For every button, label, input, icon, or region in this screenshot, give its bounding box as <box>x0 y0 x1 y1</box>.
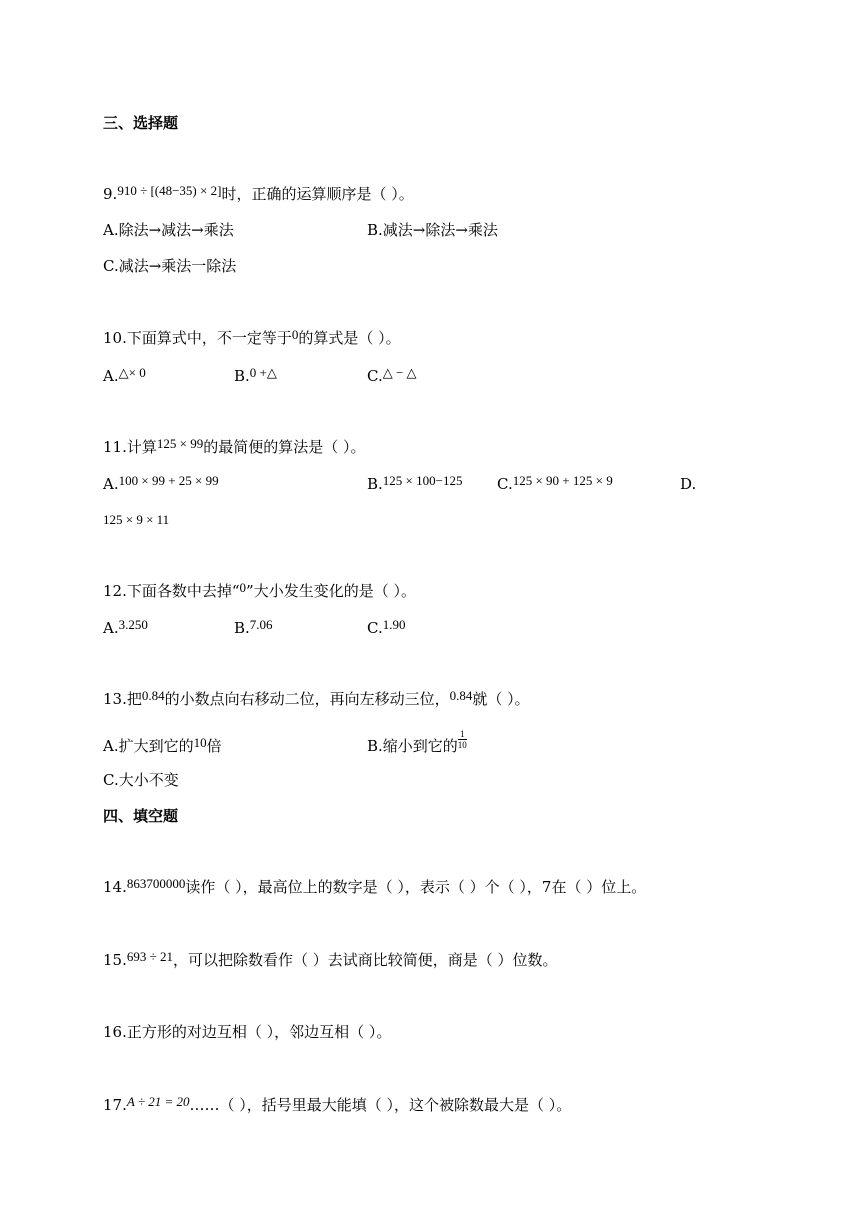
q10-option-b-label: B. <box>234 367 250 385</box>
q10-option-c-expr: △ − △ <box>382 365 417 380</box>
q9-text: 时，正确的运算顺序是（ ）。 <box>221 185 414 203</box>
q10-text-1: 下面算式中，不一定等于 <box>126 329 292 347</box>
q12-text-2: ”大小发生变化的是（ ）。 <box>246 582 416 600</box>
q11-option-d-expr[interactable] <box>103 509 169 530</box>
q11-option-a[interactable] <box>103 474 219 495</box>
question-11 <box>103 437 366 458</box>
q15-text: ，可以把除数看作（ ）去试商比较简便，商是（ ）位数。 <box>173 951 558 969</box>
q17-text: ……（ ），括号里最大能填（ ），这个被除数最大是（ ）。 <box>189 1096 572 1114</box>
q10-text-2: 的算式是（ ）。 <box>298 329 401 347</box>
q11-option-d-label[interactable]: D. <box>680 475 697 493</box>
q12-option-c[interactable] <box>367 618 405 639</box>
q13-option-b-text: B.缩小到它的 <box>367 737 458 755</box>
q11-expression: 125 × 99 <box>156 436 204 451</box>
q10-zero: 0 <box>291 327 299 342</box>
q11-option-c-label: C. <box>497 475 513 493</box>
q14-number: 14. <box>103 878 127 896</box>
q12-option-b-expr: 7.06 <box>249 617 273 632</box>
question-12 <box>103 581 416 602</box>
q13-number: 13. <box>103 690 127 708</box>
q10-option-b[interactable] <box>234 366 277 387</box>
q10-option-c-label: C. <box>367 367 383 385</box>
q16-number: 16. <box>103 1023 127 1041</box>
q9-option-a[interactable]: A.除法→减法→乘法 <box>103 221 234 239</box>
q9-option-c[interactable]: C.减法→乘法一除法 <box>103 257 237 275</box>
q12-text-1: 下面各数中去掉“ <box>126 582 240 600</box>
q10-option-a[interactable] <box>103 366 146 387</box>
q9-option-b[interactable]: B.减法→除法→乘法 <box>367 221 498 239</box>
q11-option-b[interactable] <box>367 474 462 495</box>
q13-option-a[interactable] <box>103 736 222 757</box>
q11-number: 11. <box>103 438 127 456</box>
q13-option-a-text-2: 倍 <box>206 737 222 755</box>
question-9 <box>103 184 414 205</box>
q13-text-1: 把 <box>126 690 142 708</box>
question-10 <box>103 328 401 349</box>
q11-option-d-expr-text: 125 × 9 × 11 <box>103 512 170 527</box>
q13-option-b-fraction <box>458 729 467 750</box>
section-4-title: 四、填空题 <box>103 807 179 825</box>
q12-option-a-label: A. <box>103 619 119 637</box>
q15-number: 15. <box>103 951 127 969</box>
q9-number: 9. <box>103 185 118 203</box>
q11-option-b-expr: 125 × 100−125 <box>382 473 463 488</box>
question-13 <box>103 689 530 710</box>
q12-option-c-label: C. <box>367 619 383 637</box>
q12-number: 12. <box>103 582 127 600</box>
q13-option-a-num: 10 <box>193 735 207 750</box>
q11-option-b-label: B. <box>367 475 383 493</box>
q16-text: 正方形的对边互相（ ），邻边互相（ ）。 <box>126 1023 392 1041</box>
q12-option-c-expr: 1.90 <box>382 617 406 632</box>
q11-option-a-expr: 100 × 99 + 25 × 99 <box>118 473 219 488</box>
q12-zero: 0 <box>239 580 247 595</box>
q12-option-a-expr: 3.250 <box>118 617 148 632</box>
q13-option-b[interactable] <box>367 728 467 758</box>
q13-text-2: 的小数点向右移动二位，再向左移动三位， <box>164 690 450 708</box>
q13-option-a-text: A.扩大到它的 <box>103 737 194 755</box>
fraction-denominator: 10 <box>457 739 467 750</box>
question-16 <box>103 1022 391 1042</box>
q11-text-1: 计算 <box>126 438 157 456</box>
q13-n2: 0.84 <box>449 688 473 703</box>
section-3-title: 三、选择题 <box>103 114 179 132</box>
q10-option-b-expr: 0 +△ <box>249 365 277 380</box>
question-14 <box>103 877 646 898</box>
fraction-numerator: 1 <box>458 729 467 740</box>
q15-expression: 693 ÷ 21 <box>126 949 173 964</box>
q14-text: 读作（ ），最高位上的数字是（ ），表示（ ）个（ ），7在（ ）位上。 <box>185 878 647 896</box>
q13-text-3: 就（ ）。 <box>472 690 530 708</box>
question-17 <box>103 1095 571 1116</box>
q9-expression: 910 ÷ [(48−35) × 2] <box>117 183 222 198</box>
q17-expression: A ÷ 21 = 20 <box>126 1094 190 1109</box>
q12-option-b[interactable] <box>234 618 273 639</box>
q12-option-a[interactable] <box>103 618 148 639</box>
q13-n1: 0.84 <box>141 688 165 703</box>
q10-option-a-label: A. <box>103 367 119 385</box>
q11-option-a-label: A. <box>103 475 119 493</box>
q10-number: 10. <box>103 329 127 347</box>
q17-number: 17. <box>103 1096 127 1114</box>
q11-option-c[interactable] <box>497 474 613 495</box>
q11-option-c-expr: 125 × 90 + 125 × 9 <box>512 473 613 488</box>
question-15 <box>103 950 558 971</box>
q10-option-c[interactable] <box>367 366 417 387</box>
q13-option-c[interactable]: C.大小不变 <box>103 771 179 789</box>
q12-option-b-label: B. <box>234 619 250 637</box>
q11-text-2: 的最简便的算法是（ ）。 <box>203 438 366 456</box>
q10-option-a-expr: △× 0 <box>118 365 146 380</box>
q14-number-value: 863700000 <box>126 876 186 891</box>
